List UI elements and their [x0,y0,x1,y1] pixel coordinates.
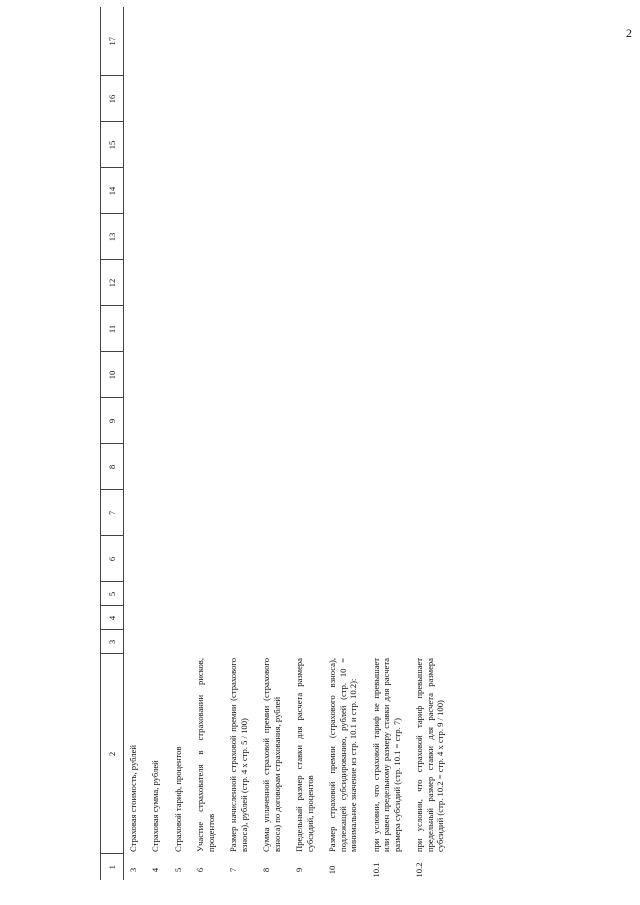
data-cell [146,444,168,490]
data-cell [124,398,147,444]
table-row [224,7,257,880]
row-number: 6 [195,867,206,873]
data-cell [169,352,191,398]
data-cell [323,306,366,352]
data-cell [257,630,290,654]
data-cell [224,490,257,536]
data-cell [169,214,191,260]
data-cell [224,260,257,306]
data-cell [257,352,290,398]
row-number: 3 [128,867,138,873]
data-cell [124,630,147,654]
data-cell [257,122,290,168]
data-cell [323,352,366,398]
data-cell [146,582,168,606]
data-cell [146,76,168,122]
header-cell: 11 [101,306,124,352]
data-cell [191,536,224,582]
data-cell [169,76,191,122]
data-cell [367,214,410,260]
data-cell [124,606,147,630]
data-cell [191,490,224,536]
data-cell [323,122,366,168]
data-cell [367,352,410,398]
row-number: 9 [294,867,305,873]
table-row [367,7,410,880]
data-cell [410,606,453,630]
data-cell [410,490,453,536]
row-label: Размер начисленной страховой премии (страхового взноса), рублей (стр. 4 х стр. 5 / 100) [228,658,249,852]
data-cell [367,536,410,582]
data-cell [290,582,323,606]
header-cell: 3 [101,630,124,654]
data-cell [191,76,224,122]
data-cell [191,260,224,306]
header-cell: 9 [101,398,124,444]
data-cell [169,306,191,352]
data-cell [146,352,168,398]
row-number: 8 [261,867,272,873]
data-cell [224,352,257,398]
data-cell [224,214,257,260]
data-cell [323,444,366,490]
data-cell [323,214,366,260]
data-cell [169,444,191,490]
data-cell [124,7,147,76]
data-cell [410,76,453,122]
header-cell: 2 [101,654,124,854]
data-cell [410,352,453,398]
data-cell [323,630,366,654]
data-cell [323,398,366,444]
data-cell [367,260,410,306]
data-cell [257,606,290,630]
page-number: 2 [626,26,632,40]
data-cell [290,122,323,168]
data-cell [290,536,323,582]
data-cell [323,536,366,582]
data-cell [323,168,366,214]
table-row [124,7,147,880]
data-cell [410,582,453,606]
table-row [410,7,453,880]
data-cell [146,306,168,352]
data-cell [191,7,224,76]
header-cell: 10 [101,352,124,398]
data-cell [367,398,410,444]
data-cell [290,398,323,444]
data-cell [257,306,290,352]
data-cell [290,444,323,490]
data-cell [124,352,147,398]
row-number: 10 [327,865,338,875]
data-cell [169,582,191,606]
row-number: 7 [228,867,239,873]
data-cell [323,490,366,536]
data-cell [410,260,453,306]
data-cell [290,214,323,260]
data-cell [224,582,257,606]
data-cell [146,168,168,214]
data-cell [124,306,147,352]
data-cell [323,76,366,122]
data-cell [191,214,224,260]
data-cell [146,7,168,76]
data-cell [257,7,290,76]
data-cell [124,536,147,582]
table-row [290,7,323,880]
data-cell [191,606,224,630]
row-label: Сумма уплаченной страховой премии (страхового взноса) по договорам страхования, рублей [261,658,282,852]
data-cell [367,444,410,490]
data-cell [323,582,366,606]
header-cell: 1 [101,854,124,880]
data-cell [224,630,257,654]
data-cell [367,76,410,122]
data-cell [410,444,453,490]
data-cell [224,168,257,214]
data-cell [146,606,168,630]
data-cell [224,306,257,352]
data-cell [410,630,453,654]
data-cell [290,76,323,122]
data-cell [169,398,191,444]
data-cell [191,582,224,606]
data-cell [124,260,147,306]
header-cell: 5 [101,582,124,606]
row-number: 5 [172,867,183,873]
data-cell [367,606,410,630]
data-cell [224,76,257,122]
data-cell [124,76,147,122]
data-cell [323,7,366,76]
data-cell [367,7,410,76]
data-cell [290,490,323,536]
data-cell [257,76,290,122]
header-cell: 6 [101,536,124,582]
header-cell: 8 [101,444,124,490]
header-cell: 17 [101,7,124,76]
data-cell [290,168,323,214]
data-cell [169,7,191,76]
row-label: Страховой тариф, процентов [172,746,183,852]
data-cell [290,260,323,306]
row-label: при условии, что страховой тариф не превышает или равен предельному размеру ставки для расчета размера субсидий (стр. 10.1 = стр. 7) [370,658,402,852]
data-cell [367,168,410,214]
data-cell [323,606,366,630]
header-cell: 7 [101,490,124,536]
data-cell [169,168,191,214]
data-table [100,7,454,880]
data-cell [367,306,410,352]
data-cell [367,582,410,606]
data-cell [410,398,453,444]
data-cell [124,214,147,260]
table-row [323,7,366,880]
row-label: Страховая сумма, рублей [150,760,161,852]
data-cell [169,606,191,630]
table-row [257,7,290,880]
data-cell [257,260,290,306]
data-cell [410,536,453,582]
data-cell [146,260,168,306]
data-cell [257,444,290,490]
data-cell [224,398,257,444]
data-cell [146,398,168,444]
data-cell [257,214,290,260]
row-number: 4 [150,867,161,873]
data-cell [124,582,147,606]
row-label: Страховая стоимость, рублей [128,744,138,852]
data-cell [257,490,290,536]
data-cell [146,536,168,582]
row-number: 10.1 [370,862,381,878]
data-cell [367,490,410,536]
data-cell [191,444,224,490]
rotated-table-container [100,10,640,880]
data-cell [124,444,147,490]
row-label: Участие страхователя в страховании рисков, процентов [195,658,216,852]
data-cell [191,306,224,352]
row-label: Размер страховой премии (страхового взноса), подлежащей субсидированию, рублей (стр. 10 = минимальное значение из стр. 10.1 и стр. 10.2): [327,658,359,852]
data-cell [410,7,453,76]
data-cell [290,7,323,76]
header-cell: 15 [101,122,124,168]
data-cell [367,122,410,168]
header-cell: 13 [101,214,124,260]
data-cell [191,352,224,398]
data-cell [290,606,323,630]
data-cell [410,306,453,352]
data-cell [169,536,191,582]
data-cell [191,168,224,214]
data-cell [410,214,453,260]
data-cell [169,490,191,536]
data-cell [169,122,191,168]
header-cell: 16 [101,76,124,122]
data-cell [224,606,257,630]
data-cell [146,630,168,654]
data-cell [224,536,257,582]
header-cell: 14 [101,168,124,214]
data-cell [224,7,257,76]
data-cell [257,582,290,606]
data-cell [290,306,323,352]
header-cell: 12 [101,260,124,306]
data-cell [146,122,168,168]
data-cell [367,630,410,654]
table-row [146,7,168,880]
row-label: Предельный размер ставки для расчета размера субсидий, процентов [294,658,315,852]
data-cell [224,122,257,168]
data-cell [224,444,257,490]
data-cell [323,260,366,306]
table-row [169,7,191,880]
data-cell [191,122,224,168]
data-cell [124,122,147,168]
data-cell [169,630,191,654]
header-cell: 4 [101,606,124,630]
data-cell [191,398,224,444]
data-cell [410,168,453,214]
row-number: 10.2 [414,862,425,878]
data-cell [124,490,147,536]
data-cell [410,122,453,168]
data-cell [169,260,191,306]
data-cell [290,352,323,398]
data-cell [257,398,290,444]
data-cell [124,168,147,214]
data-cell [146,214,168,260]
data-cell [257,536,290,582]
table-header-row [101,7,124,880]
data-cell [257,168,290,214]
table-row [191,7,224,880]
row-label: при условии, что страховой тариф превышает предельный размер ставки для расчета размера субсидий (стр. 10.2 = стр. 4 х стр. 9 / 100) [414,658,446,852]
data-cell [146,490,168,536]
data-cell [290,630,323,654]
data-cell [191,630,224,654]
